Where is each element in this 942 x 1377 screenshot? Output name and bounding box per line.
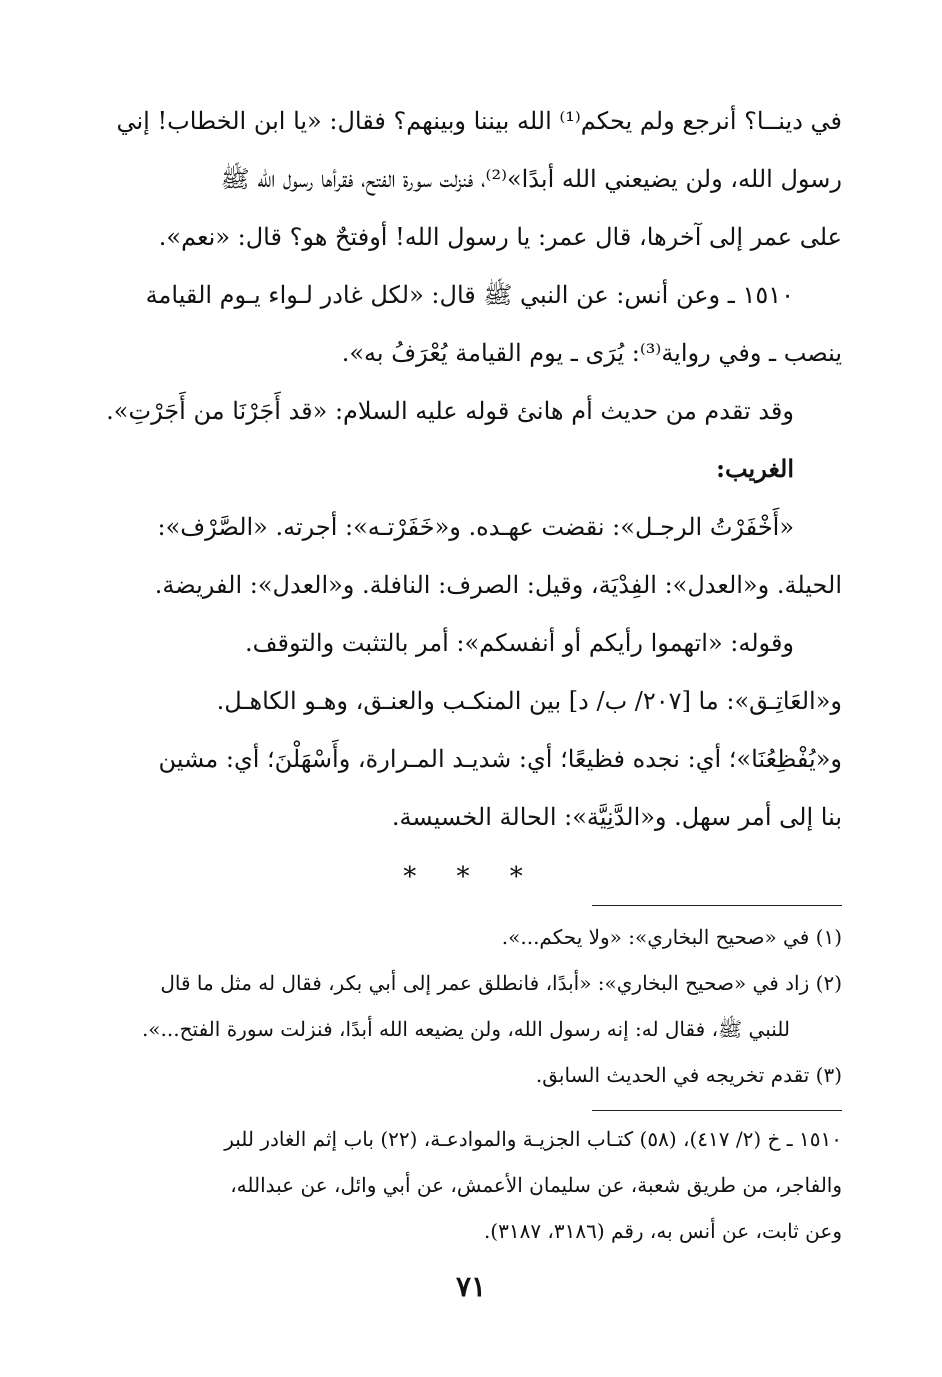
text-line: و«يُفْظِعُنَا»؛ أي: نجده فظيعًا؛ أي: شديـد المـرارة، وأَسْهَلْنَ؛ أي: مشين: [158, 745, 842, 773]
hadith-1510-line: ١٥١٠ ـ وعن أنس: عن النبي ﷺ قال: «لكل غادر لـواء يـوم القيامة: [145, 281, 794, 309]
takhrij-block: [100, 1116, 842, 1254]
footnote-3: (٣) تقدم تخريجه في الحديث السابق.: [535, 1063, 842, 1087]
takhrij-line: ١٥١٠ ـ خ (٢/ ٤١٧)، (٥٨) كتـاب الجزيـة والموادعـة، (٢٢) باب إثم الغادر للبر: [224, 1127, 842, 1151]
text-line: و«العَاتِـق»: ما [٢٠٧/ ب/ د] بين المنكـب والعنـق، وهـو الكاهـل.: [216, 687, 842, 715]
text-line: الحيلة. و«العدل»: الفِدْيَة، وقيل: الصرف: النافلة. و«العدل»: الفريضة.: [154, 571, 842, 599]
footnote-1: (١) في «صحيح البخاري»: «ولا يحكم...».: [501, 925, 842, 949]
takhrij-separator: [592, 1110, 842, 1111]
main-text-block: [100, 92, 842, 908]
text-line: وقد تقدم من حديث أم هانئ قوله عليه السلام: «قد أَجَرْنَا من أَجَرْتِ».: [106, 397, 794, 425]
text-line: بنا إلى أمر سهل. و«الدَّنِيَّة»: الحالة الخسيسة.: [391, 803, 842, 831]
text-line: على عمر إلى آخرها، قال عمر: يا رسول الله! أوفتحٌ هو؟ قال: «نعم».: [158, 223, 842, 251]
footnote-2: (٢) زاد في «صحيح البخاري»: «أبدًا، فانطلق عمر إلى أبي بكر، فقال له مثل ما قال: [160, 971, 842, 995]
footnote-2-continued: للنبي ﷺ، فقال له: إنه رسول الله، ولن يضيعه الله أبدًا، فنزلت سورة الفتح...».: [141, 1017, 790, 1041]
text-line: رسول الله، ولن يضيعني الله أبدًا»⁽²⁾، فنزلت سورة الفتح، فقرأها رسول الله ﷺ: [220, 165, 842, 193]
page-number: ٧١: [455, 1270, 487, 1303]
text-line: في دينــا؟ أنرجع ولم يحكم⁽¹⁾ الله بيننا وبينهم؟ فقال: «يا ابن الخطاب! إني: [116, 107, 842, 135]
text-line: وقوله: «اتهموا رأيكم أو أنفسكم»: أمر بالتثبت والتوقف.: [245, 629, 794, 657]
takhrij-line: وعن ثابت، عن أنس به، رقم (٣١٨٦، ٣١٨٧).: [483, 1219, 842, 1243]
text-line: ينصب ـ وفي رواية⁽³⁾: يُرَى ـ يوم القيامة يُعْرَفُ به».: [341, 339, 842, 367]
takhrij-line: والفاجر، من طريق شعبة، عن سليمان الأعمش، عن أبي وائل، عن عبدالله،: [230, 1173, 842, 1197]
footnotes-block: [100, 914, 842, 1098]
section-divider-stars: * * *: [403, 862, 539, 892]
text-line: «أَخْفَرْتُ الرجـل»: نقضت عهـده. و«خَفَرْتـه»: أجرته. «الصَّرْف»:: [157, 513, 794, 541]
section-heading-gharib: الغريب:: [716, 454, 794, 483]
footnote-separator: [592, 905, 842, 906]
